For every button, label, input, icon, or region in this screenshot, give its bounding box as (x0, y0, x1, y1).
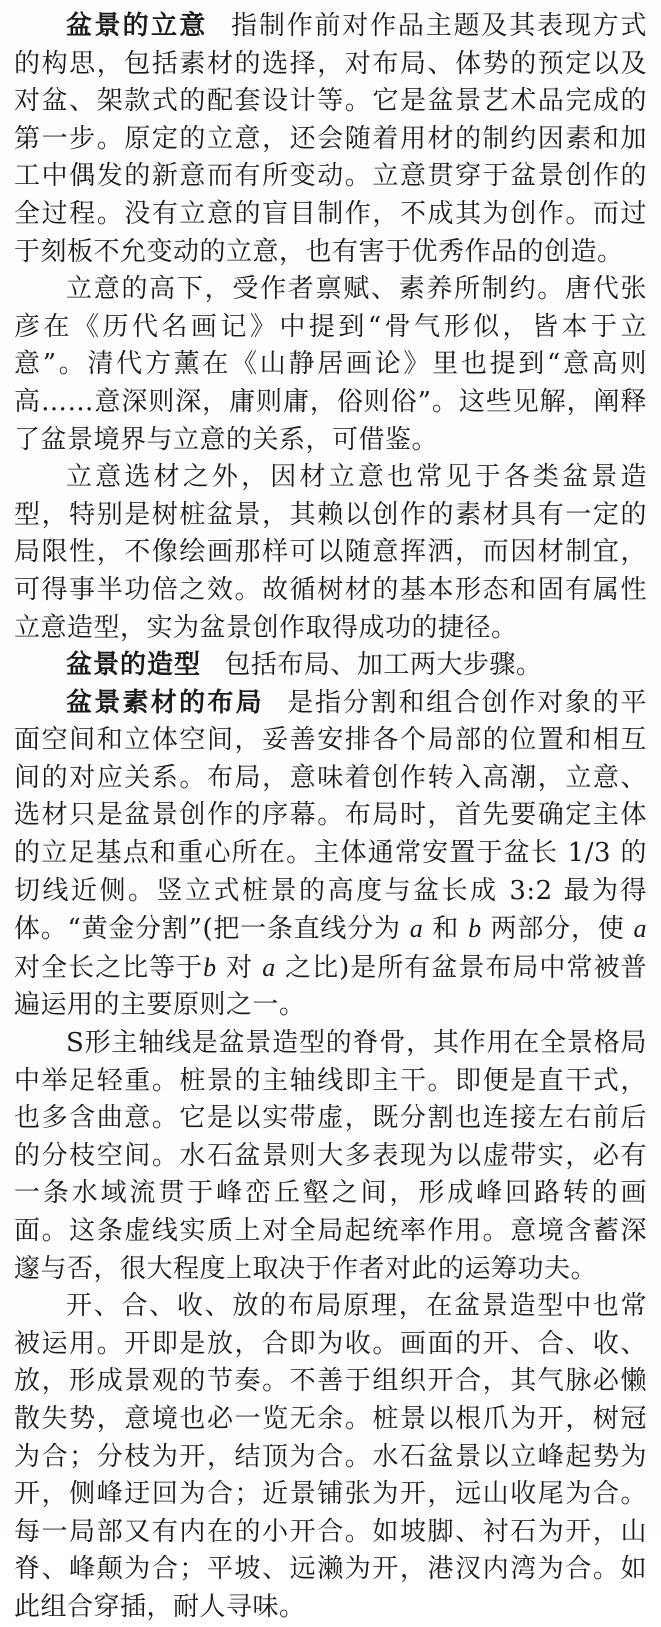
paragraph-text: 对全长之比等于 (14, 952, 204, 983)
paragraph-text: 指制作前对作品主题及其表现方式的构思，包括素材的选择，对布局、体势的预定以及对盆、架款式的配套设计等。它是盆景艺术品完成的第一步。原定的立意，还会随着用材的制约因素和加工中偶发的新意而有所变动。立意贯穿于盆景创作的全过程。没有立意的盲目制作，不成其为创作。而过于刻板不允变动的立意，也有害于优秀作品的创造。 (14, 11, 647, 267)
variable-b: b (468, 914, 482, 944)
term-material-layout: 盆景素材的布局 (66, 687, 264, 718)
term-penjing-concept: 盆景的立意 (66, 11, 208, 41)
paragraph-text: 对 (216, 952, 263, 983)
paragraph-text: 两部分，使 (481, 914, 634, 945)
paragraph-open-close (14, 1288, 647, 1626)
paragraph-text: 是指分割和组合创作对象的平面空间和立体空间，妥善安排各个局部的位置和相互间的对应关系。布局，意味着创作转入高潮，立意、选材只是盆景创作的序幕。布局时，首先要确定主体的立足基点和重心所在。主体通常安置于盆长 1/3 的切线近侧。竖立式桩景的高度与盆长成 3:2 最为得体。“黄金分割”(把一条直线分为 (14, 687, 647, 945)
paragraph-text: S形主轴线是盆景造型的脊骨，其作用在全景格局中举足轻重。桩景的主轴线即主干。即便是直干式，也多含曲意。它是以实带虚，既分割也连接左右前后的分枝空间。水石盆景则大多表现为以虚带实，必有一条水域流贯于峰峦丘壑之间，形成峰回路转的画面。这条虚线实质上对全局起统率作用。意境含蓄深邃与否，很大程度上取决于作者对此的运筹功夫。 (14, 1028, 647, 1284)
paragraph-concept-level (14, 271, 647, 459)
term-penjing-modeling: 盆景的造型 (66, 650, 202, 681)
paragraph-text: 立意的高下，受作者禀赋、素养所制约。唐代张彦在《历代名画记》中提到“骨气形似，皆本于立意”。清代方薰在《山静居画论》里也提到“意高则高……意深则深，庸则庸，俗则俗”。这些见解，阐释了盆景境界与立意的关系，可借鉴。 (14, 274, 647, 455)
paragraph-modeling (14, 647, 647, 685)
variable-a: a (633, 914, 648, 944)
paragraph-concept (14, 8, 647, 271)
paragraph-text: 之比)是所有盆景布局中常被普遍运用的主要原则之一。 (14, 952, 647, 1021)
paragraph-text: 和 (423, 914, 469, 945)
paragraph-material-concept (14, 459, 647, 647)
variable-a: a (409, 914, 424, 944)
paragraph-s-axis (14, 1025, 647, 1288)
paragraph-text: 立意选材之外，因材立意也常见于各类盆景造型，特别是树桩盆景，其赖以创作的素材具有一定的局限性，不像绘画那样可以随意挥洒，而因材制宜，可得事半功倍之效。故循树材的基本形态和固有属性立意造型，实为盆景创作取得成功的捷径。 (14, 462, 647, 643)
variable-b: b (203, 952, 217, 982)
paragraph-layout (14, 685, 647, 1025)
paragraph-text: 开、合、收、放的布局原理，在盆景造型中也常被运用。开即是放，合即为收。画面的开、合、收、放，形成景观的节奏。不善于组织开合，其气脉必懒散失势，意境也必一览无余。桩景以根爪为开，树冠为合；分枝为开，结顶为合。水石盆景以立峰起势为开，侧峰迂回为合；近景铺张为开，远山收尾为合。每一局部又有内在的小开合。如坡脚、衬石为开，山脊、峰颠为合；平坡、远濑为开，港汊内湾为合。如此组合穿插，耐人寻味。 (14, 1291, 647, 1622)
paragraph-text: 包括布局、加工两大步骤。 (224, 650, 543, 681)
variable-a: a (262, 952, 276, 982)
